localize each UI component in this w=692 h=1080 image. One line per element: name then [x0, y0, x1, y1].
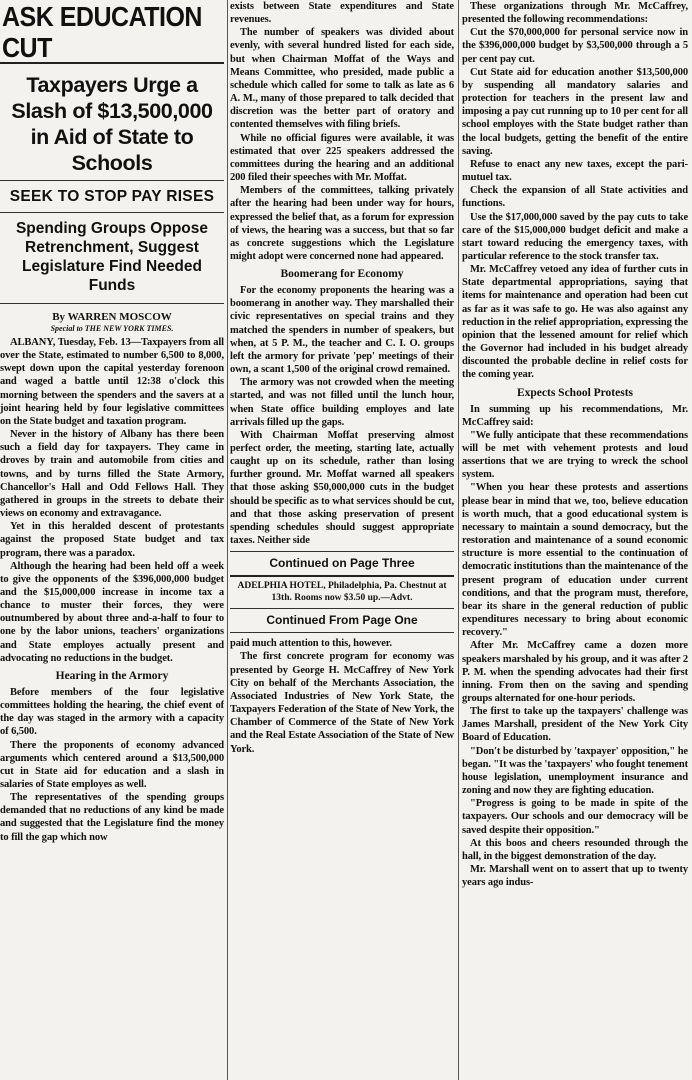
paragraph: exists between State expenditures and State revenues.: [230, 1, 454, 26]
column-1: [0, 0, 224, 1080]
divider: [0, 212, 224, 213]
subheadline: Taxpayers Urge a Slash of $13,500,000 in Aid of State to Schools: [11, 73, 213, 175]
paragraph: ALBANY, Tuesday, Feb. 13—Taxpayers from all over the State, estimated to number 6,500 to 8,000, swept down upon the capital yesterday forenoon and waged a battle until 12:38 o'clock this morning between the spenders and the savers at a joint hearing held by four legislative committees on the State budget and taxation program.: [0, 337, 224, 427]
paragraph: These organizations through Mr. McCaffrey, presented the following recommendations:: [462, 1, 688, 26]
paragraph: The representatives of the spending groups demanded that no reductions of any kind be made and suggested that the Legislature find the money to fill the gap which now: [0, 792, 224, 843]
column-3: [462, 0, 688, 1080]
advertisement: ADELPHIA HOTEL, Philadelphia, Pa. Chestnut at 13th. Rooms now $3.50 up.—Advt.: [237, 581, 447, 603]
deck-2: Spending Groups Oppose Retrenchment, Suggest Legislature Find Needed Funds: [15, 220, 209, 294]
divider: [230, 608, 454, 609]
paragraph: "We fully anticipate that these recommendations will be met with vehement protests and loud assertions that we are trying to wreck the school system.: [462, 429, 688, 481]
divider: [230, 551, 454, 552]
special-credit: Special to THE NEW YORK TIMES.: [50, 324, 174, 333]
paragraph: "When you hear these protests and assertions please bear in mind that we, too, believe education is worth much, that a good educational system is necessary to maintain a sound democracy, but the restoration and maintenance of a sound economic structure is more essential to the continuation of democratic institutions than the maintenance of the present program of education under current conditions, and that the program must, therefore, bear its share in the general reduction of public expenditures necessary to bring about economic recovery.": [462, 482, 688, 639]
paragraph: The first concrete program for economy was presented by George H. McCaffrey of New York City on behalf of the Merchants Association, the Associated Industries of New York State, the Taxpayers Federation of the State of New York, the Chamber of Commerce of the State of New York and the Real Estate Association of the State of New York.: [230, 651, 454, 755]
continued-from: Continued From Page One: [266, 613, 418, 628]
paragraph: For the economy proponents the hearing was a boomerang in another way. They marshalled their civic representatives on special trains and they matched the spenders in number of speakers, but when, at 5 P. M., the teacher and C. I. O. groups left the armory for private 'pep' meetings of their own, a scant 1,500 of the original crowd remained.: [230, 285, 454, 376]
paragraph: In summing up his recommendations, Mr. McCaffrey said:: [462, 403, 688, 428]
divider: [0, 180, 224, 181]
divider: [0, 303, 224, 304]
paragraph: Cut the $70,000,000 for personal service now in the $396,000,000 budget by $3,500,000 through a 5 per cent pay cut.: [462, 27, 688, 65]
column-rule: [458, 0, 459, 1080]
headline: ASK EDUCATION CUT: [2, 2, 202, 64]
byline: By WARREN MOSCOW: [52, 311, 172, 323]
paragraph: Check the expansion of all State activities and functions.: [462, 185, 688, 210]
paragraph: At this boos and cheers resounded through the hall, in the biggest demonstration of the day.: [462, 837, 688, 862]
paragraph: There the proponents of economy advanced arguments which centered around a $13,500,000 cut in State aid for education and a slash in salaries of State employes as well.: [0, 739, 224, 790]
subhead-armory: Hearing in the Armory: [55, 669, 169, 682]
paragraph: Members of the committees, talking privately after the hearing had been under way for hours, expressed the belief that, as a forum for expression of views, the hearing was a success, but that so far as concrete suggestions which the Legislature might adopt were concerned none had appeared.: [230, 185, 454, 262]
paragraph: paid much attention to this, however.: [230, 638, 392, 650]
paragraph: After Mr. McCaffrey came a dozen more speakers marshaled by his group, and it was after 2 P. M. when the spending advocates had their first inning. From then on the saving and spending groups alternated for one-hour periods.: [462, 640, 688, 704]
subhead-boomerang: Boomerang for Economy: [280, 268, 404, 281]
paragraph: Refuse to enact any new taxes, except the pari-mutuel tax.: [462, 158, 688, 184]
paragraph: The first to take up the taxpayers' challenge was James Marshall, president of the New York City Board of Education.: [462, 706, 688, 744]
paragraph: With Chairman Moffat preserving almost perfect order, the meeting, starting late, actually caught up on its schedule, rather than losing further ground. Mr. Moffat warned all speakers that those asking $50,000,000 cuts in the budget should be specific as to what services should be cut, and that those asking preservation of present spending schedules should suggest appropriate taxes. Neither side: [230, 429, 454, 547]
paragraph: "Don't be disturbed by 'taxpayer' opposition," he began. "It was the 'taxpayers' who fought tenement house legislation, unemployment insurance and zoning and now they are fighting education.: [462, 745, 688, 797]
subhead-protests: Expects School Protests: [516, 386, 634, 399]
paragraph: Although the hearing had been held off a week to give the opponents of the $396,000,000 budget and the $15,000,000 increase in income tax a chance to muster their forces, they were outnumbered by about three and-a-half to four to one by the labor unions, teachers' organizations and State employes actually present and advocating no reductions in the budget.: [0, 560, 224, 664]
column-2: [230, 0, 454, 1080]
divider: [230, 632, 454, 633]
paragraph: "Progress is going to be made in spite of the taxpayers. Our schools and our democracy will be saved despite their opposition.": [462, 798, 688, 836]
column-rule: [227, 0, 228, 1080]
paragraph: Yet in this heralded descent of protestants against the proposed State budget and tax program, there was a paradox.: [0, 521, 224, 559]
divider: [230, 575, 454, 577]
paragraph: Cut State aid for education another $13,500,000 by suspending all mandatory salaries and protection for teachers in the present law and imposing a pay cut running up to 10 per cent for all school employes with the State budget rather than the local budgets, getting the benefit of the entire saving.: [462, 66, 688, 157]
paragraph: Mr. Marshall went on to assert that up to twenty years ago indus-: [462, 864, 688, 889]
paragraph: Mr. McCaffrey vetoed any idea of further cuts in State departmental appropriations, saying that items for maintenance and operation had been cut as far as it was safe to go. He was also against any reduction in the relief appropriation, expressing the opinion that the lessened amount for relief which the Governor had included in his budget already discounted the probable decline in relief costs for the coming year.: [462, 264, 688, 381]
paragraph: Never in the history of Albany has there been such a field day for taxpayers. They came in droves by train and automobile from cities and towns, and by turns filled the State Armory, Chancellor's Hall and Odd Fellows Hall. They gathered in groups in the streets to debate their views on economy and extravagance.: [0, 429, 224, 520]
deck-1: SEEK TO STOP PAY RISES: [9, 188, 215, 205]
paragraph: The number of speakers was divided about evenly, with several hundred listed for each side, but when Chairman Moffat of the Ways and Means Committee, who presided, made public a schedule which called for some to talk as late as 6 A. M., many of those prepared to talk decided that discretion was the better part of oratory and contented themselves with filing briefs.: [230, 27, 454, 131]
paragraph: Before members of the four legislative committees holding the hearing, the chief event of the day was staged in the armory with a capacity of 6,500.: [0, 686, 224, 738]
continued-on: Continued on Page Three: [269, 556, 415, 571]
paragraph: The armory was not crowded when the meeting started, and was not filled until the lunch hour, when State office building employes and late arrivals filled up the gaps.: [230, 377, 454, 428]
paragraph: Use the $17,000,000 saved by the pay cuts to take care of the $15,000,000 budget deficit and make a start toward reducing the emergency taxes, with particular reference to the stock transfer tax.: [462, 211, 688, 262]
paragraph: While no official figures were available, it was estimated that over 225 speakers addressed the committees during the hearing and an additional 200 filed their speeches with Mr. Moffat.: [230, 132, 454, 184]
